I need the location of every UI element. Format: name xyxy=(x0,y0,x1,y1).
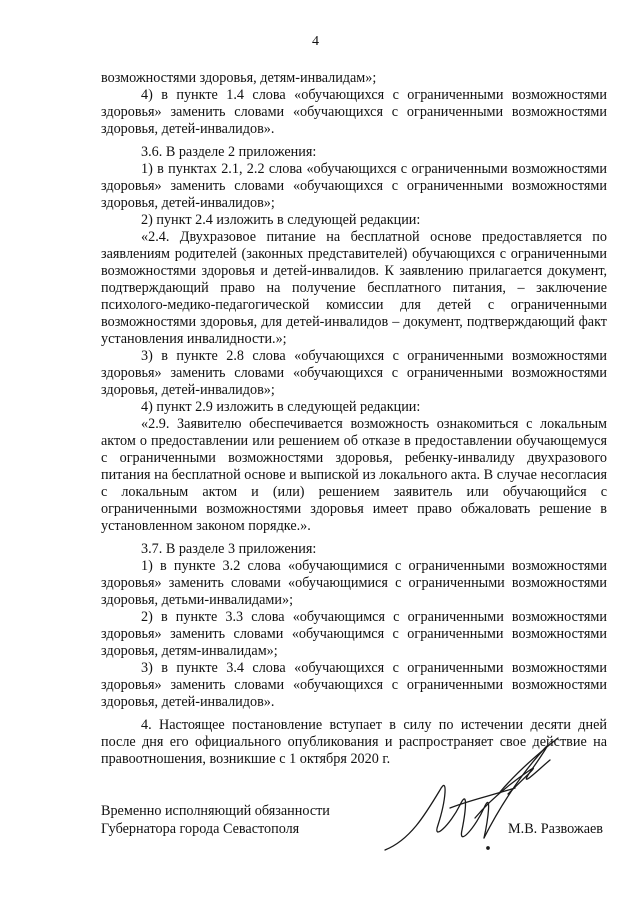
paragraph-item-2-8: 3) в пункте 2.8 слова «обучающихся с ограниченными возможностями здоровья» заменить словами «обучающихся с ограниченными возможностями здоровья, детей-инвалидов»; xyxy=(101,348,607,398)
paragraph-effective-date: 4. Настоящее постановление вступает в силу по истечении десяти дней после дня его официального опубликования и распространяет свое действие на правоотношения, возникшие с 1 октября 2020 г. xyxy=(101,717,607,767)
paragraph-item-2-4-text: «2.4. Двухразовое питание на бесплатной основе предоставляется по заявлениям родителей (законных представителей) обучающихся с ограниченными возможностями здоровья и детей-инвалидов. К заявлению прилагается документ, подтверждающий право на получение бесплатного питания, – заключение психолого-медико-педагогической комиссии для детей с ограниченными возможностями здоровья, для детей-инвалидов – документ, подтверждающий факт установления инвалидности.»; xyxy=(101,229,607,347)
paragraph-item-2-4-intro: 2) пункт 2.4 изложить в следующей редакции: xyxy=(141,212,421,228)
paragraph-section-3-6: 3.6. В разделе 2 приложения: xyxy=(141,144,317,160)
paragraph-section-3-7: 3.7. В разделе 3 приложения: xyxy=(141,541,317,557)
paragraph-item-2-9-text: «2.9. Заявителю обеспечивается возможность ознакомиться с локальным актом о предоставлении или решением об отказе в предоставлении обучающемуся с ограниченными возможностями здоровья, ребенку-инвалиду двухразового питания на бесплатной основе и выпиской из локального акта. В случае несогласия с локальным актом и (или) решением заявитель или обучающийся с ограниченными возможностями здоровья имеет право обжаловать решение в установленном законом порядке.». xyxy=(101,416,607,534)
signer-name: М.В. Развожаев xyxy=(508,821,603,837)
page-number: 4 xyxy=(312,34,319,49)
paragraph-continuation: возможностями здоровья, детям-инвалидам»; xyxy=(101,70,377,86)
paragraph-item-3-2: 1) в пункте 3.2 слова «обучающимися с ограниченными возможностями здоровья» заменить словами «обучающимися с ограниченными возможностями здоровья, детьми-инвалидами»; xyxy=(101,558,607,608)
paragraph-item-1-4: 4) в пункте 1.4 слова «обучающихся с ограниченными возможностями здоровья» заменить словами «обучающихся с ограниченными возможностями здоровья, детей-инвалидов». xyxy=(101,87,607,137)
document-body xyxy=(101,70,607,768)
paragraph-item-2-9-intro: 4) пункт 2.9 изложить в следующей редакции: xyxy=(141,399,421,415)
paragraph-item-2-1: 1) в пунктах 2.1, 2.2 слова «обучающихся с ограниченными возможностями здоровья» заменить словами «обучающихся с ограниченными возможностями здоровья, детей-инвалидов»; xyxy=(101,161,607,211)
signature-block xyxy=(101,802,607,838)
signer-title-line-1: Временно исполняющий обязанности xyxy=(101,803,330,819)
handwritten-signature xyxy=(380,730,570,860)
signer-title-line-2: Губернатора города Севастополя xyxy=(101,821,300,837)
paragraph-item-3-4: 3) в пункте 3.4 слова «обучающихся с ограниченными возможностями здоровья» заменить словами «обучающихся с ограниченными возможностями здоровья, детей-инвалидов». xyxy=(101,660,607,710)
paragraph-item-3-3: 2) в пункте 3.3 слова «обучающимся с ограниченными возможностями здоровья» заменить словами «обучающимся с ограниченными возможностями здоровья, детям-инвалидам»; xyxy=(101,609,607,659)
